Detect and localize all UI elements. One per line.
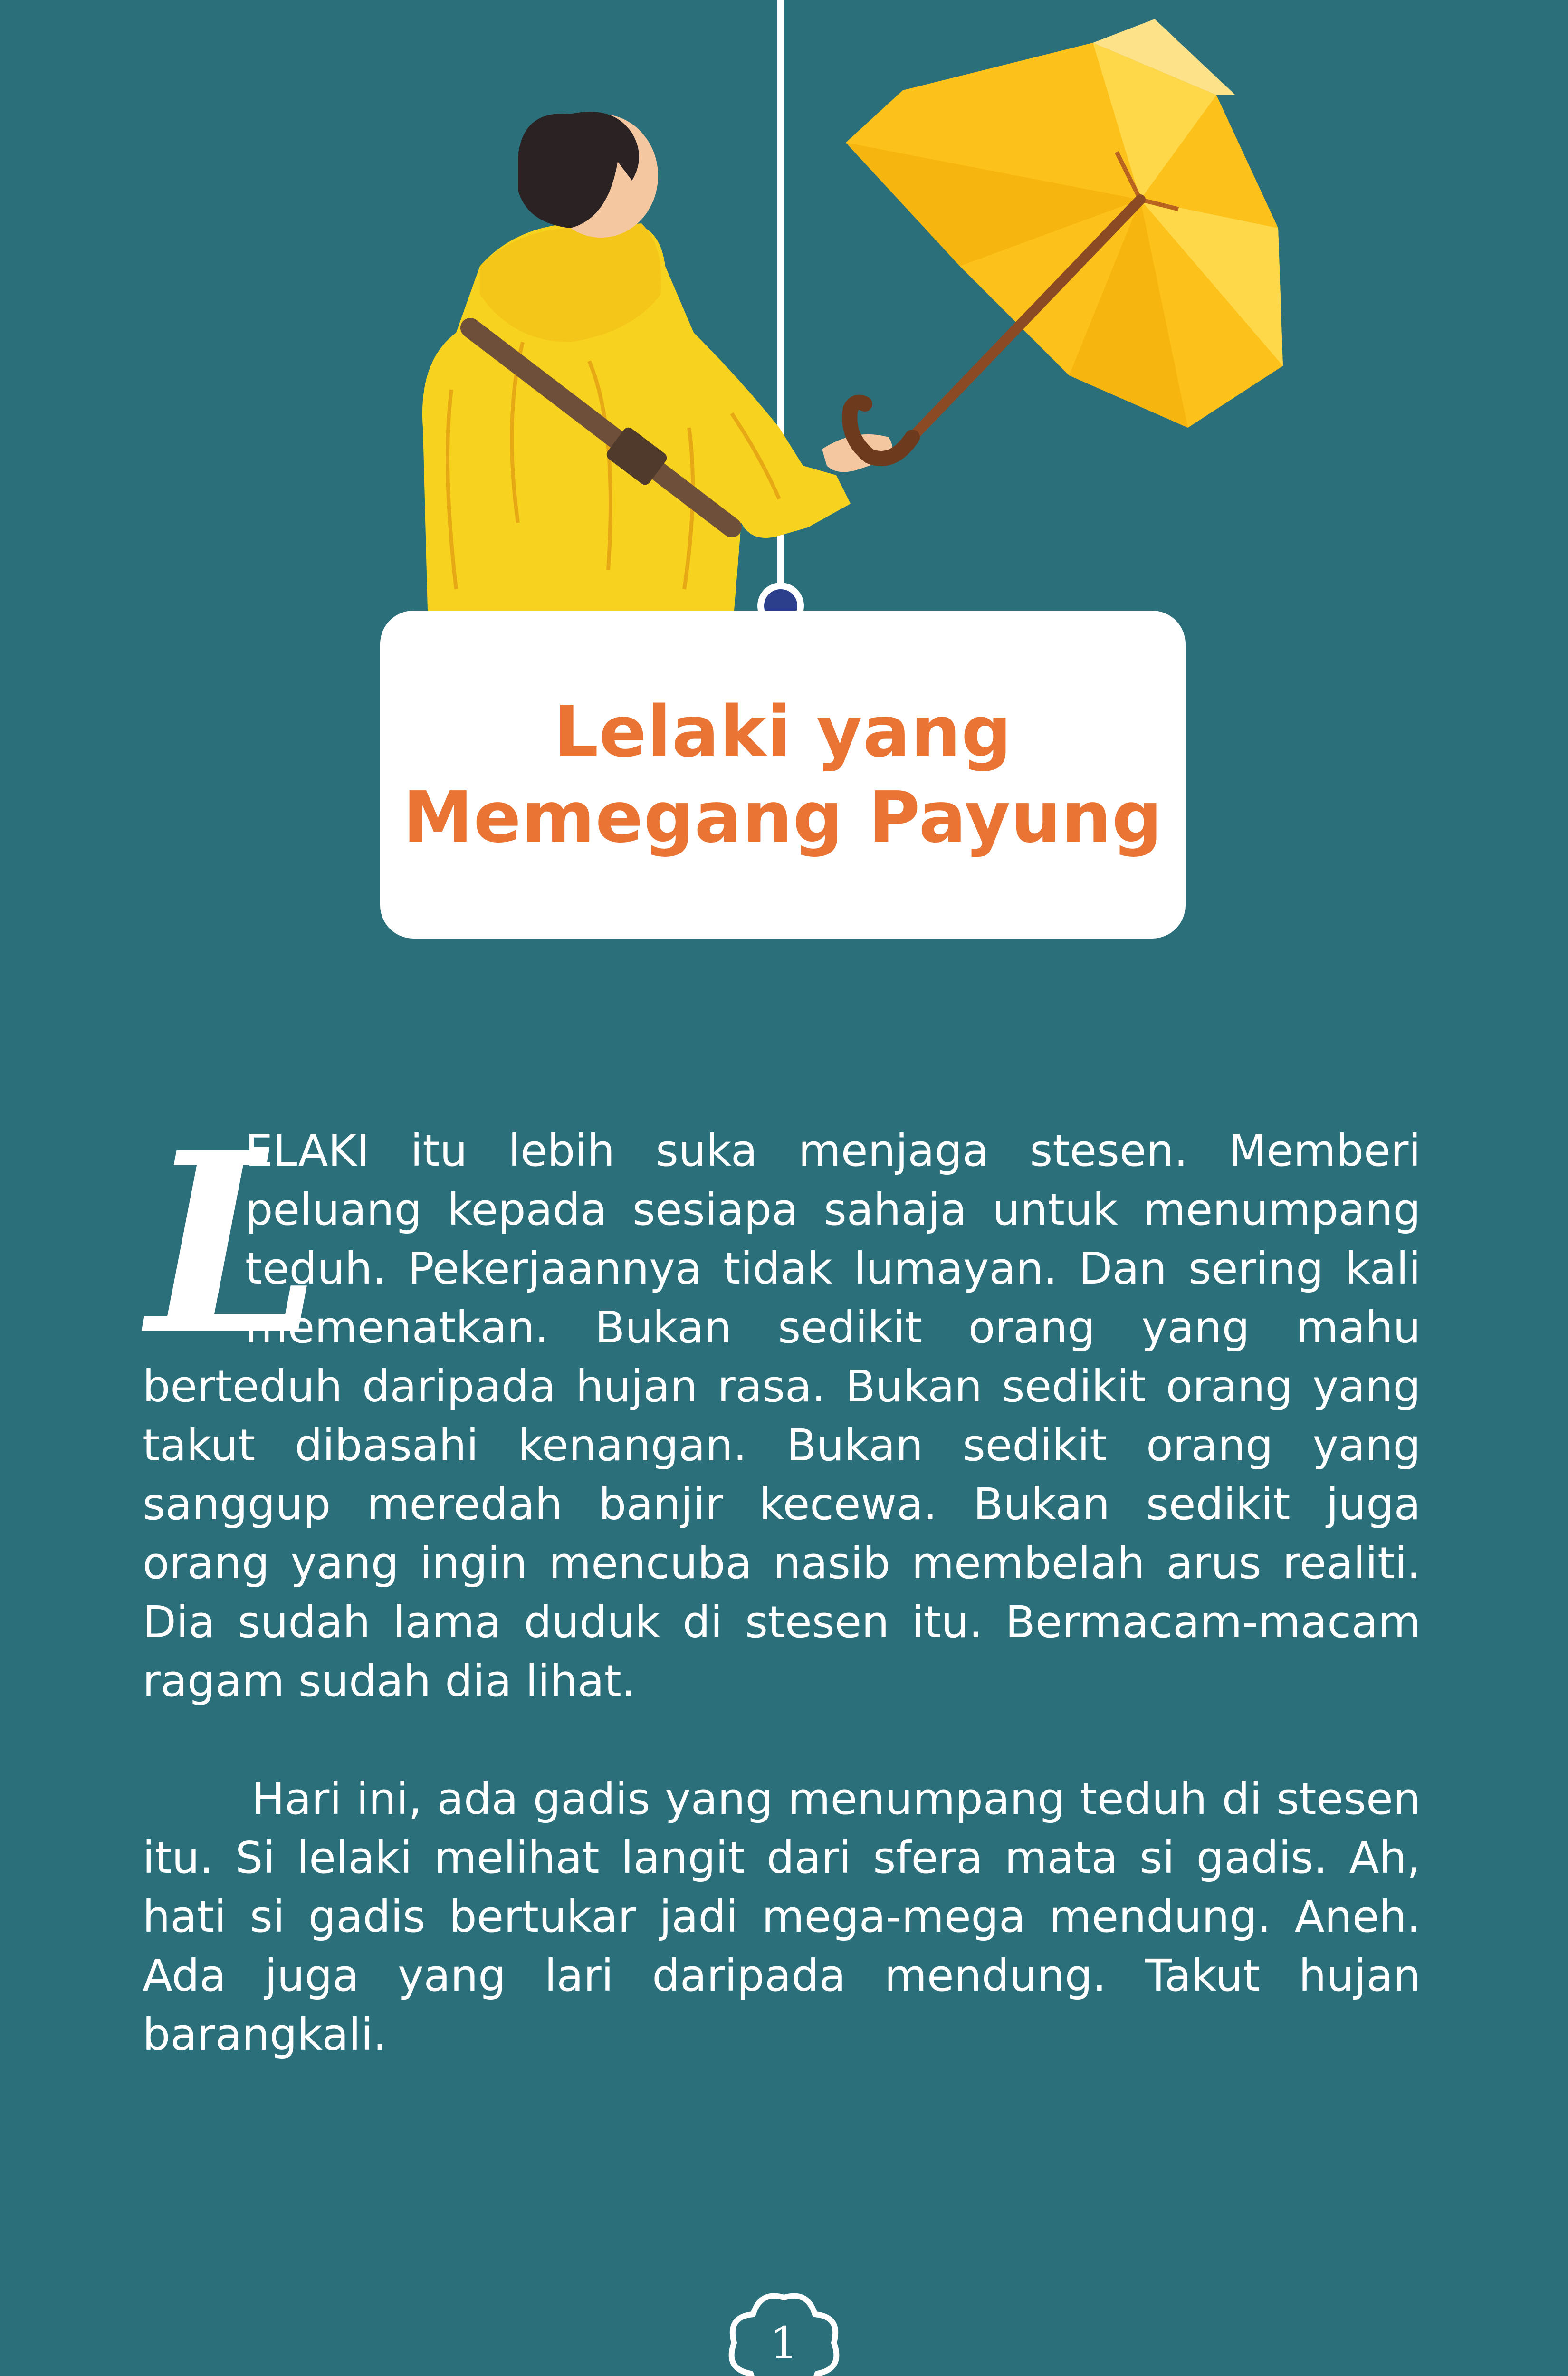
title-line-2: Memegang Payung (403, 776, 1163, 858)
dropcap-letter (143, 1099, 321, 1389)
story-paragraph-1: ELAKI itu lebih suka menjaga stesen. Memberi peluang kepada sesiapa sahaja untuk menumpang teduh. Pekerjaannya tidak lumayan. Dan sering kali memenatkan. Bukan sedikit orang yang mahu berteduh daripada hujan rasa. Bukan sedikit orang yang takut dibasahi kenangan. Bukan sedikit orang yang sanggup meredah banjir kecewa. Bukan sedikit juga orang yang ingin mencuba nasib membelah arus realiti. Dia sudah lama duduk di stesen itu. Bermacam-macam ragam sudah dia lihat. (143, 1125, 1421, 1706)
yellow-umbrella (846, 19, 1283, 459)
title-card (380, 611, 1186, 939)
man-with-umbrella-illustration (0, 0, 1568, 665)
story-paragraph-2: Hari ini, ada gadis yang menumpang teduh di stesen itu. Si lelaki melihat langit dari sfera mata si gadis. Ah, hati si gadis bertukar jadi mega-mega mendung. Aneh. Ada juga yang lari daripada mendung. Takut hujan barangkali. (143, 1773, 1421, 2060)
man-figure (422, 112, 892, 611)
page-number: 1 (770, 2317, 798, 2368)
page-number-badge (713, 2271, 855, 2376)
title-line-1: Lelaki yang (554, 691, 1012, 773)
dropcap-letter-text: L (147, 1099, 321, 1389)
story-body (143, 1099, 1421, 2064)
